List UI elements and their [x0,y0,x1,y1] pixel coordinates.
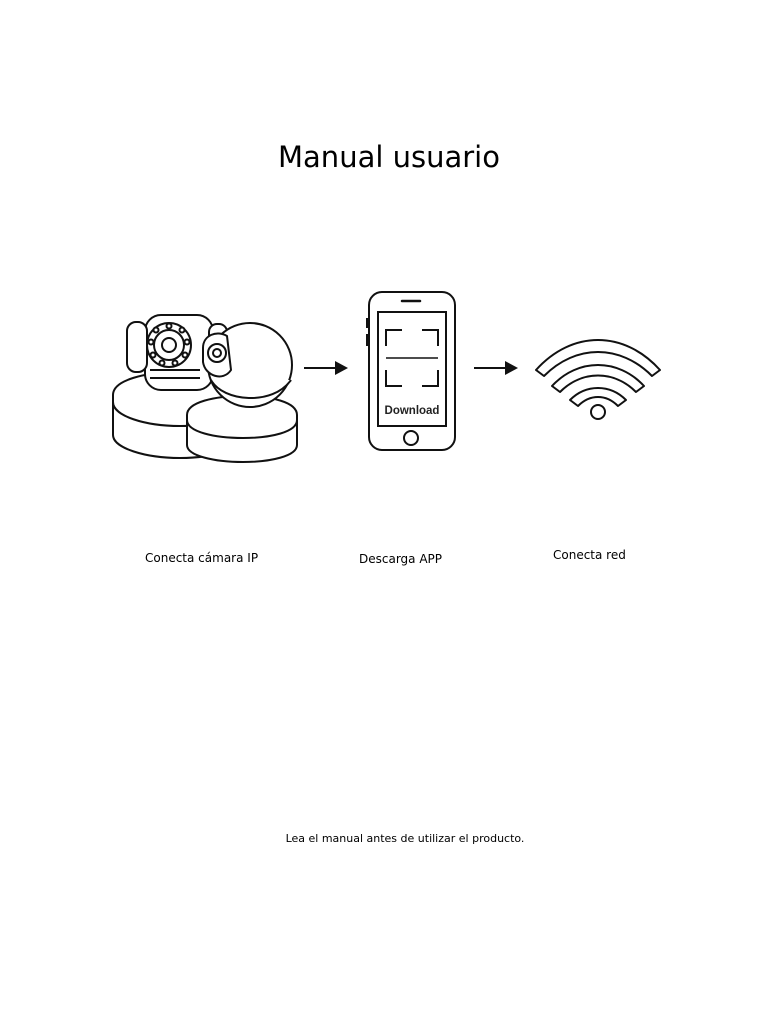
smartphone-download-icon [364,290,458,452]
step-label-network: Conecta red [553,548,626,562]
ip-cameras-icon [105,310,305,465]
wifi-icon [532,330,664,422]
arrow-right-icon [474,359,520,377]
footer-note: Lea el manual antes de utilizar el producto. [285,832,525,845]
step-label-camera: Conecta cámara IP [145,551,259,565]
page-title: Manual usuario [278,140,500,174]
arrow-right-icon [304,359,350,377]
download-label: Download [384,405,440,417]
step-label-app: Descarga APP [359,552,443,566]
